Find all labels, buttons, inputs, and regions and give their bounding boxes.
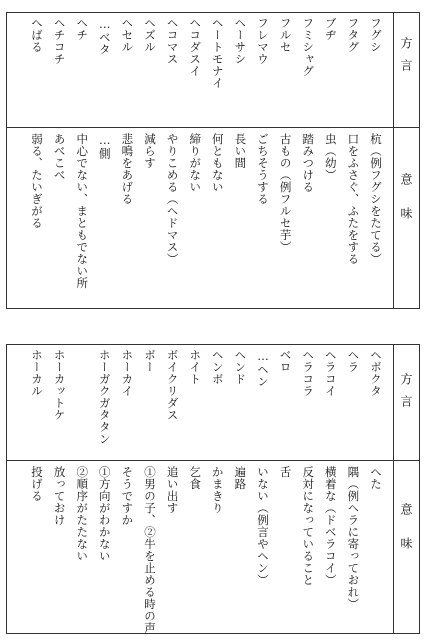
dialect-meaning: そうですか [120, 466, 135, 526]
dialect-word: フルセ [278, 17, 293, 53]
dialect-word: ヘズル [143, 17, 157, 53]
dialect-word: ホーカイ [120, 349, 135, 397]
dialect-meaning: 遍路 [233, 466, 248, 490]
dialect-meaning: 杭（例フグシをたてる） [369, 133, 383, 265]
dialect-meaning: あべこべ [52, 133, 67, 181]
dialect-meaning: 何ともない [210, 133, 225, 193]
dialect-meaning: 追い出す [165, 466, 180, 514]
dialect-meaning: 口をふさぐ、ふたをする [346, 133, 361, 265]
dialect-header: 方言 [399, 373, 413, 417]
header-column [393, 13, 419, 308]
dialect-meaning: 長い間 [233, 133, 248, 169]
dialect-meaning: ①男の子、②牛を止める時の声 [143, 466, 157, 634]
dialect-table-2 [6, 344, 420, 634]
dialect-word: ヘセル [120, 17, 135, 53]
dialect-header: 方言 [399, 37, 413, 81]
dialect-meaning: 舌 [278, 466, 293, 478]
dialect-word: ヘコダスイ [188, 17, 203, 77]
divider [7, 460, 393, 461]
dialect-word: フレマウ [256, 17, 270, 65]
dialect-word: ホイト [188, 349, 203, 385]
dialect-word: ヘラ [346, 349, 361, 373]
dialect-meaning: いない（例言やヘン） [256, 466, 270, 586]
meaning-header: 意味 [399, 503, 413, 571]
dialect-word: …ヘン [256, 349, 270, 388]
dialect-meaning: 弱る、たいぎがる [30, 133, 44, 229]
dialect-meaning: やりこめる（ヘドマス） [165, 133, 180, 265]
dialect-word: ヘボクタ [369, 349, 383, 397]
dialect-word: ヘラコラ [301, 349, 316, 397]
divider [7, 127, 393, 128]
dialect-meaning: 乞食 [188, 466, 203, 490]
dialect-word: ヘンド [233, 349, 248, 385]
dialect-word: ボイクリダス [165, 349, 180, 421]
dialect-word: ホーカットケ [52, 349, 67, 421]
dialect-word: ホーカル [30, 349, 44, 397]
dialect-word: ヘコマス [165, 17, 180, 65]
dialect-meaning: 反対になっていること [301, 466, 316, 586]
dialect-meaning: 踏みつける [301, 133, 316, 193]
dialect-word: ボー [143, 349, 157, 373]
dialect-word: ヘートモナイ [210, 17, 225, 89]
dialect-word: ヘチ [75, 17, 90, 41]
dialect-word: ヘンボ [210, 349, 225, 385]
dialect-meaning: 投げる [30, 466, 44, 502]
dialect-word: フタグ [346, 17, 361, 53]
dialect-word: ヘラコイ [323, 349, 338, 397]
dialect-word: ブヂ [323, 17, 338, 41]
dialect-meaning: かまきり [210, 466, 225, 514]
dialect-meaning: 減らす [143, 133, 157, 169]
dialect-word: フグシ [369, 17, 383, 53]
dialect-word: …ベタ [97, 17, 112, 56]
dialect-word: ヘチコチ [52, 17, 67, 65]
dialect-meaning: 放っておけ [52, 466, 67, 526]
dialect-meaning: ①方向がわかない [97, 466, 112, 562]
dialect-word: ホーガクガタタン [97, 349, 112, 445]
dialect-word: フミシャグ [301, 17, 316, 77]
dialect-meaning: 悲鳴をあげる [120, 133, 135, 205]
dialect-meaning: ②順序がたたない [75, 466, 90, 562]
dialect-word: ヘーサシ [233, 17, 248, 65]
dialect-meaning: …側 [97, 133, 112, 160]
dialect-meaning: 虫（幼） [323, 133, 338, 181]
dialect-meaning: 隅（例ヘラに寄っておれ） [346, 466, 361, 610]
meaning-header: 意味 [399, 173, 413, 241]
dialect-meaning: ごちそうする [256, 133, 270, 205]
dialect-word: ベロ [278, 349, 293, 373]
dialect-word: へばる [30, 17, 44, 53]
dialect-meaning: 中心でない、まともでない所 [75, 133, 90, 289]
dialect-meaning: 古もの（例フルセ芋） [278, 133, 293, 253]
dialect-table-1 [6, 12, 420, 309]
header-column [393, 345, 419, 633]
dialect-meaning: 締りがない [188, 133, 203, 193]
dialect-meaning: 横着な（ドベラコイ） [323, 466, 338, 586]
dialect-meaning: へた [369, 466, 383, 490]
